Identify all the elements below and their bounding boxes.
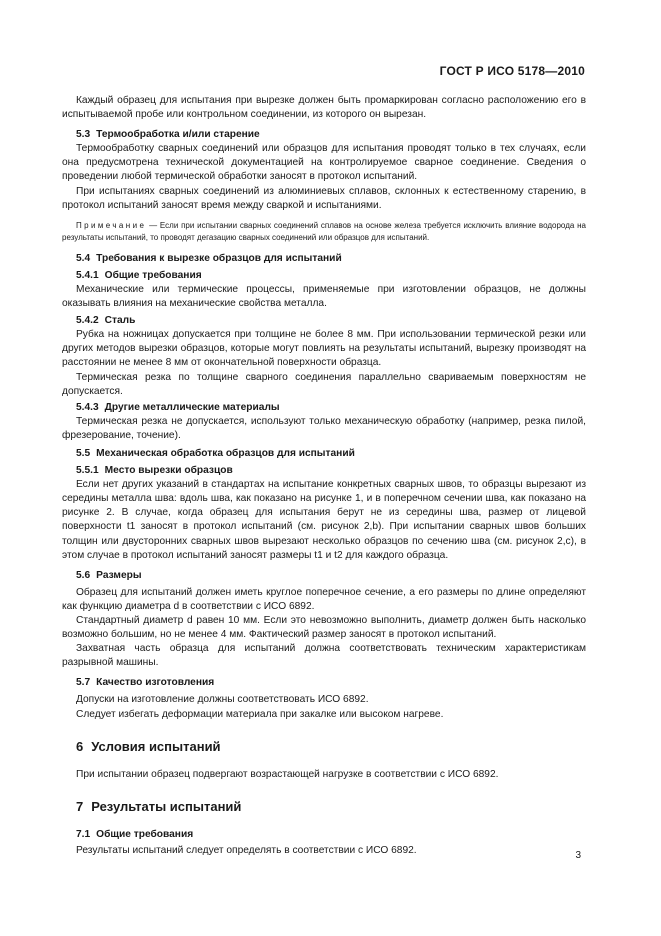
paragraph-grip-section: Захватная часть образца для испытаний должна соответствовать техническим характеристикам разрывной машины. [62, 643, 586, 669]
heading-5-4-3: 5.4.3 Другие металлические материалы [76, 401, 280, 413]
paragraph-marking: Каждый образец для испытания при вырезке должен быть промаркирован согласно расположению его в испытываемой пробе или контрольном соединении, из которого он вырезан. [62, 95, 586, 121]
heading-section-6: 6 Условия испытаний [76, 738, 221, 754]
heading-5-4-2: 5.4.2 Сталь [76, 315, 136, 327]
paragraph-tolerances: Допуски на изготовление должны соответствовать ИСО 6892. [76, 694, 369, 706]
page-number: 3 [575, 850, 581, 861]
paragraph-general-requirements: Механические или термические процессы, применяемые при изготовлении образцов, не должны оказывать влияния на механические свойства металла. [62, 283, 586, 310]
paragraph-results: Результаты испытаний следует определять в соответствии с ИСО 6892. [76, 844, 417, 856]
paragraph-standard-diameter: Стандартный диаметр d равен 10 мм. Если это невозможно выполнить, диаметр должен быть насколько возможно большим, но не менее 4 мм. Фактический размер заносят в протокол испытаний. [62, 615, 586, 641]
page-content [62, 94, 586, 858]
paragraph-test-load: При испытании образец подвергают возрастающей нагрузке в соответствии с ИСО 6892. [76, 768, 499, 780]
heading-7-1: 7.1 Общие требования [76, 828, 194, 840]
paragraph-aluminium-aging: При испытаниях сварных соединений из алюминиевых сплавов, склонных к естественному старению, в протокол испытаний заносят время между сваркой и испытаниями. [62, 185, 586, 211]
paragraph-deformation: Следует избегать деформации материала при закалке или высоком нагреве. [76, 708, 444, 720]
paragraph-other-metals: Термическая резка не допускается, используют только механическую обработку (например, резка пилой, фрезерование, точение). [62, 415, 586, 441]
heading-section-7: 7 Результаты испытаний [76, 798, 242, 814]
document-code-header: ГОСТ Р ИСО 5178—2010 [439, 64, 585, 78]
heading-5-5: 5.5 Механическая обработка образцов для испытаний [76, 447, 355, 459]
heading-5-3: 5.3 Термообработка и/или старение [76, 129, 260, 141]
paragraph-specimen-location: Если нет других указаний в стандартах на испытание конкретных сварных швов, то образцы вырезают из середины металла шва: вдоль шва, как показано на рисунке 1, и в поперечном сечении шва, как показано на рисунке 2. В случае, когда образец для испытания берут не из середины шва, размер от лицевой поверхности t1 заносят в протокол испытаний (см. рисунок 2,b). При испытании сварных швов больших толщин или двусторонних сварных швов вырезают несколько образцов по сечению шва (см. рисунок 2,c), в этом случае в протокол испытаний заносят размеры t1 и t2 для каждого образца. [62, 479, 586, 561]
heading-5-4: 5.4 Требования к вырезке образцов для испытаний [76, 252, 342, 264]
heading-5-5-1: 5.5.1 Место вырезки образцов [76, 465, 233, 477]
heading-5-7: 5.7 Качество изготовления [76, 677, 215, 689]
heading-5-4-1: 5.4.1 Общие требования [76, 269, 202, 281]
paragraph-cross-section: Образец для испытаний должен иметь круглое поперечное сечение, а его размеры по длине определяют как функцию диаметра d в соответствии с ИСО 6892. [62, 586, 586, 612]
paragraph-steel-shearing: Рубка на ножницах допускается при толщине не более 8 мм. При использовании термической резки или других методов вырезки образцов, которые могут повлиять на результаты испытаний, вырезку производят на расстоянии не менее 8 мм от окончательной поверхности образца. [62, 329, 586, 369]
paragraph-heat-treatment: Термообработку сварных соединений или образцов для испытания проводят только в тех случаях, если она предусмотрена технической документацией на контролируемое сварное соединение. Сведения о проведении любой термической обработки заносят в протокол испытаний. [62, 143, 586, 183]
heading-5-6: 5.6 Размеры [76, 569, 142, 581]
note-hydrogen: Примечание — Если при испытании сварных соединений сплавов на основе железа требуется исключить влияние водорода на результаты испытаний, то проводят дегазацию сварных соединений или образцов для испытаний. [62, 220, 586, 242]
paragraph-thermal-cutting: Термическая резка по толщине сварного соединения параллельно свариваемым поверхностям не допускается. [62, 371, 586, 397]
